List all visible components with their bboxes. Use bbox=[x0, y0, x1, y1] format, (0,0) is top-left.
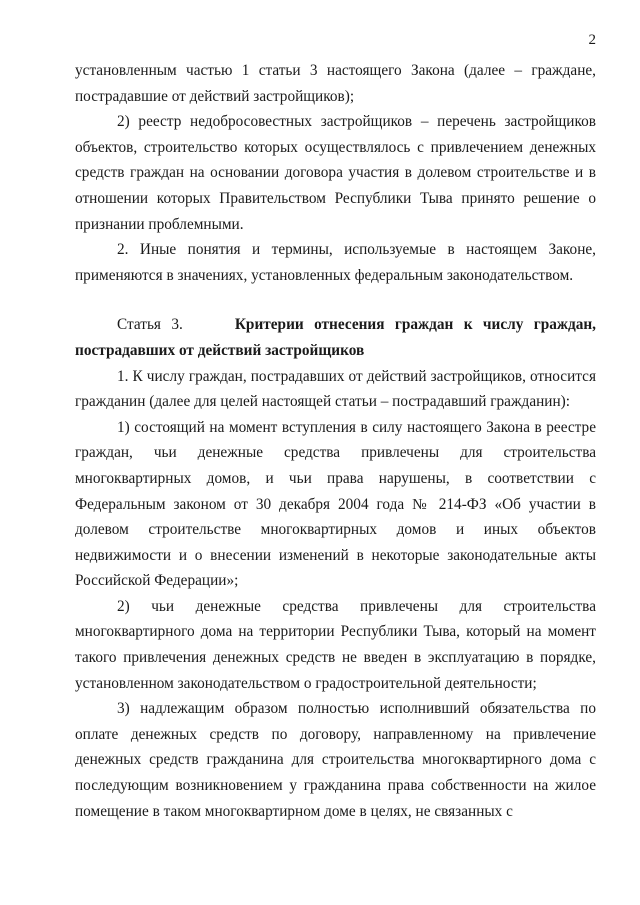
paragraph-criterion-3: 3) надлежащим образом полностью исполнивший обязательства по оплате денежных средств по договору, направленному на привлечение денежных средств гражданина для строительства многоквартирного дома с последующим возникновением у гражданина права собственности на жилое помещение в таком многоквартирном доме в целях, не связанных с bbox=[75, 700, 596, 820]
paragraph-affected-citizens-definition: 1. К числу граждан, пострадавших от действий застройщиков, относится гражданин (далее для целей настоящей статьи – пострадавший гражданин): bbox=[75, 367, 596, 411]
page-number: 2 bbox=[588, 32, 596, 48]
article-heading bbox=[75, 312, 596, 363]
article-label: Статья 3. bbox=[117, 316, 183, 334]
paragraph-criterion-1: 1) состоящий на момент вступления в силу настоящего Закона в реестре граждан, чьи денежные средства привлечены для строительства многоквартирных домов, и чьи права нарушены, в соответствии с Федеральным законом от 30 декабря 2004 года № 214-ФЗ «Об участии в долевом строительстве многоквартирных домов и иных объектов недвижимости и о внесении изменений в некоторые законодательные акты Российской Федерации»; bbox=[75, 418, 596, 590]
paragraph-unscrupulous-developers-register: 2) реестр недобросовестных застройщиков – перечень застройщиков объектов, строительство которых осуществлялось с привлечением денежных средств граждан на основании договора участия в долевом строительстве и в отношении которых Правительством Республики Тыва принято решение о признании проблемными. bbox=[75, 113, 596, 233]
paragraph-definition-continuation: установленным частью 1 статьи 3 настоящего Закона (далее – граждане, пострадавшие от действий застройщиков); bbox=[75, 62, 596, 105]
paragraph-criterion-2: 2) чьи денежные средства привлечены для строительства многоквартирного дома на территории Республики Тыва, который на момент такого привлечения денежных средств не введен в эксплуатацию в порядке, установленном законодательством о градостроительной деятельности; bbox=[75, 597, 596, 692]
document-body bbox=[75, 58, 596, 824]
article-title: Критерии отнесения граждан к числу граждан, пострадавших от действий застройщиков bbox=[75, 316, 596, 359]
paragraph-other-terms: 2. Иные понятия и термины, используемые в настоящем Законе, применяются в значениях, установленных федеральным законодательством. bbox=[75, 241, 596, 284]
section-spacer bbox=[75, 288, 596, 312]
